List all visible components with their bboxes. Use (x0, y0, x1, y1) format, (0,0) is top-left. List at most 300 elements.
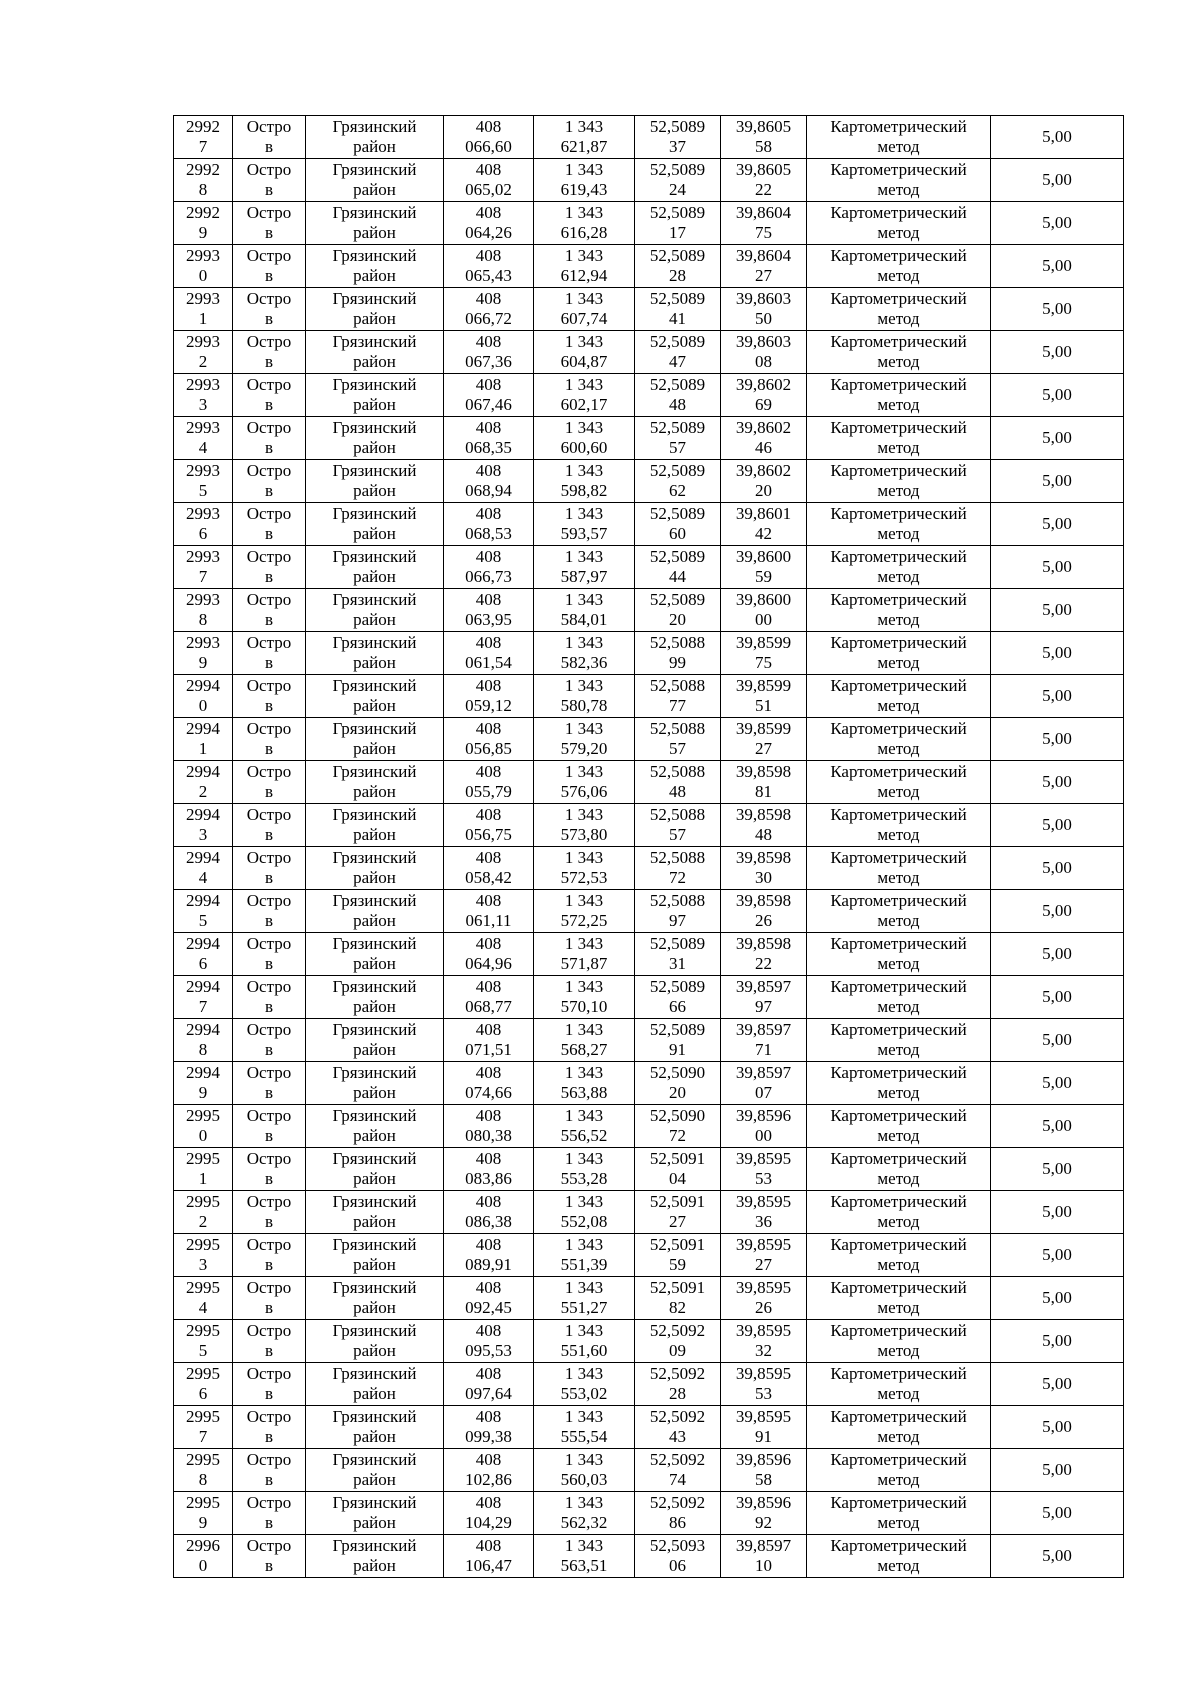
coord-x-line: 065,43 (465, 266, 512, 285)
point-number-line: 2994 (186, 762, 220, 781)
longitude-line: 39,8596 (735, 1493, 792, 1512)
coord-y-line: 604,87 (560, 352, 608, 371)
coord-x-line: 071,51 (465, 1040, 512, 1059)
point-number-line: 2994 (186, 805, 220, 824)
object-type-line: в (264, 1427, 274, 1446)
accuracy-cell: 5,00 (991, 288, 1124, 331)
latitude-line: 52,5089 (649, 1020, 706, 1039)
coord-y-line: 1 343 (564, 418, 604, 437)
coord-x-cell (444, 718, 534, 761)
method-line: метод (877, 180, 920, 199)
latitude-cell (635, 1277, 721, 1320)
method-line: Картометрический (830, 203, 967, 222)
table-row (174, 761, 1124, 804)
method-line: метод (877, 1298, 920, 1317)
accuracy-cell: 5,00 (991, 460, 1124, 503)
object-type-line: Остро (246, 977, 292, 996)
coord-y-line: 1 343 (564, 461, 604, 480)
district-line: район (353, 223, 396, 242)
table-row (174, 718, 1124, 761)
coord-x-line: 089,91 (465, 1255, 512, 1274)
coord-x-cell (444, 374, 534, 417)
point-number-line: 2995 (186, 1235, 220, 1254)
object-type-cell (233, 976, 306, 1019)
latitude-line: 99 (669, 653, 686, 672)
longitude-cell (721, 245, 807, 288)
table-row (174, 331, 1124, 374)
table-row (174, 1320, 1124, 1363)
point-number-cell (174, 245, 233, 288)
district-line: район (353, 352, 396, 371)
point-number-cell (174, 1492, 233, 1535)
coord-x-line: 408 (475, 590, 502, 609)
method-cell (807, 159, 991, 202)
coord-x-cell (444, 460, 534, 503)
point-number-cell (174, 417, 233, 460)
accuracy-cell: 5,00 (991, 1406, 1124, 1449)
district-cell (306, 116, 444, 159)
accuracy-cell: 5,00 (991, 1277, 1124, 1320)
point-number-line: 1 (198, 739, 208, 758)
latitude-cell (635, 1062, 721, 1105)
longitude-cell (721, 460, 807, 503)
table-row (174, 546, 1124, 589)
object-type-line: в (264, 438, 274, 457)
point-number-line: 2995 (186, 1149, 220, 1168)
latitude-line: 52,5092 (649, 1364, 706, 1383)
latitude-cell (635, 847, 721, 890)
object-type-cell (233, 1363, 306, 1406)
latitude-line: 52,5089 (649, 547, 706, 566)
district-line: район (353, 1083, 396, 1102)
coord-x-line: 097,64 (465, 1384, 512, 1403)
table-row (174, 1277, 1124, 1320)
coord-x-cell (444, 890, 534, 933)
object-type-cell (233, 417, 306, 460)
object-type-cell (233, 1406, 306, 1449)
district-cell (306, 374, 444, 417)
coord-x-cell (444, 1363, 534, 1406)
method-line: метод (877, 610, 920, 629)
coord-y-cell (534, 460, 635, 503)
longitude-line: 39,8600 (735, 547, 792, 566)
coord-y-line: 1 343 (564, 1020, 604, 1039)
coord-x-cell (444, 1320, 534, 1363)
longitude-line: 46 (755, 438, 772, 457)
coord-x-line: 068,77 (465, 997, 512, 1016)
object-type-line: в (264, 1513, 274, 1532)
coord-x-cell (444, 1234, 534, 1277)
longitude-line: 58 (755, 1470, 772, 1489)
district-cell (306, 1234, 444, 1277)
method-line: Картометрический (830, 289, 967, 308)
method-line: Картометрический (830, 1020, 967, 1039)
coord-y-cell (534, 761, 635, 804)
method-cell (807, 1492, 991, 1535)
district-line: Грязинский (332, 762, 417, 781)
latitude-line: 52,5088 (649, 719, 706, 738)
coord-y-line: 582,36 (560, 653, 608, 672)
accuracy-cell: 5,00 (991, 933, 1124, 976)
latitude-line: 66 (669, 997, 686, 1016)
object-type-line: Остро (246, 117, 292, 136)
object-type-cell (233, 1191, 306, 1234)
longitude-line: 39,8600 (735, 590, 792, 609)
accuracy-cell: 5,00 (991, 1535, 1124, 1578)
object-type-line: Остро (246, 633, 292, 652)
district-line: район (353, 438, 396, 457)
coord-x-line: 408 (475, 418, 502, 437)
district-cell (306, 1277, 444, 1320)
point-number-line: 0 (198, 696, 208, 715)
coord-y-line: 560,03 (560, 1470, 608, 1489)
method-line: Картометрический (830, 1192, 967, 1211)
district-line: район (353, 782, 396, 801)
latitude-cell (635, 890, 721, 933)
coord-x-line: 061,11 (465, 911, 512, 930)
latitude-line: 59 (669, 1255, 686, 1274)
coord-x-cell (444, 503, 534, 546)
longitude-line: 39,8595 (735, 1192, 792, 1211)
table-row (174, 1062, 1124, 1105)
coord-y-line: 556,52 (560, 1126, 608, 1145)
district-line: район (353, 1341, 396, 1360)
longitude-line: 51 (755, 696, 772, 715)
district-cell (306, 890, 444, 933)
coord-y-cell (534, 503, 635, 546)
district-cell (306, 202, 444, 245)
coord-y-line: 553,28 (560, 1169, 608, 1188)
method-cell (807, 1277, 991, 1320)
coord-x-line: 058,42 (465, 868, 512, 887)
longitude-cell (721, 1234, 807, 1277)
coord-x-cell (444, 1492, 534, 1535)
longitude-line: 30 (755, 868, 772, 887)
point-number-cell (174, 1363, 233, 1406)
district-line: район (353, 1384, 396, 1403)
method-cell (807, 374, 991, 417)
coord-x-cell (444, 1105, 534, 1148)
district-line: Грязинский (332, 1407, 417, 1426)
object-type-line: в (264, 1040, 274, 1059)
district-line: Грязинский (332, 1192, 417, 1211)
method-line: метод (877, 1427, 920, 1446)
object-type-cell (233, 1019, 306, 1062)
point-number-line: 3 (198, 825, 208, 844)
method-line: Картометрический (830, 1493, 967, 1512)
method-cell (807, 288, 991, 331)
method-line: метод (877, 567, 920, 586)
longitude-cell (721, 1105, 807, 1148)
point-number-line: 8 (198, 1470, 208, 1489)
point-number-line: 3 (198, 1255, 208, 1274)
district-line: район (353, 825, 396, 844)
point-number-line: 2993 (186, 547, 220, 566)
point-number-line: 2992 (186, 203, 220, 222)
latitude-line: 52,5089 (649, 117, 706, 136)
coord-y-cell (534, 1105, 635, 1148)
method-cell (807, 1062, 991, 1105)
latitude-line: 27 (669, 1212, 686, 1231)
district-line: Грязинский (332, 246, 417, 265)
point-number-line: 9 (198, 1083, 208, 1102)
latitude-cell (635, 1105, 721, 1148)
method-cell (807, 589, 991, 632)
accuracy-cell: 5,00 (991, 675, 1124, 718)
table-row (174, 847, 1124, 890)
latitude-line: 52,5089 (649, 977, 706, 996)
latitude-cell (635, 1234, 721, 1277)
coord-y-line: 1 343 (564, 805, 604, 824)
longitude-line: 10 (755, 1556, 772, 1575)
latitude-cell (635, 374, 721, 417)
coord-x-line: 408 (475, 1020, 502, 1039)
latitude-cell (635, 1019, 721, 1062)
accuracy-cell: 5,00 (991, 1062, 1124, 1105)
latitude-line: 47 (669, 352, 686, 371)
coord-x-line: 092,45 (465, 1298, 512, 1317)
point-number-line: 2992 (186, 160, 220, 179)
table-row (174, 1363, 1124, 1406)
point-number-line: 2993 (186, 246, 220, 265)
accuracy-cell: 5,00 (991, 159, 1124, 202)
longitude-line: 20 (755, 481, 772, 500)
district-cell (306, 1492, 444, 1535)
coord-x-line: 068,35 (465, 438, 512, 457)
object-type-line: в (264, 1083, 274, 1102)
method-line: метод (877, 438, 920, 457)
district-line: Грязинский (332, 418, 417, 437)
point-number-line: 9 (198, 1513, 208, 1532)
coord-x-line: 408 (475, 203, 502, 222)
coord-y-cell (534, 589, 635, 632)
object-type-line: в (264, 739, 274, 758)
latitude-cell (635, 1535, 721, 1578)
longitude-line: 39,8604 (735, 203, 792, 222)
point-number-line: 5 (198, 911, 208, 930)
coord-y-line: 1 343 (564, 547, 604, 566)
point-number-line: 8 (198, 1040, 208, 1059)
coord-x-line: 086,38 (465, 1212, 512, 1231)
point-number-line: 7 (198, 1427, 208, 1446)
longitude-cell (721, 1363, 807, 1406)
method-line: Картометрический (830, 461, 967, 480)
object-type-line: в (264, 1126, 274, 1145)
method-line: Картометрический (830, 246, 967, 265)
object-type-line: в (264, 997, 274, 1016)
table-row (174, 804, 1124, 847)
coord-y-line: 1 343 (564, 891, 604, 910)
latitude-line: 57 (669, 438, 686, 457)
district-cell (306, 331, 444, 374)
accuracy-cell: 5,00 (991, 331, 1124, 374)
accuracy-cell: 5,00 (991, 976, 1124, 1019)
coord-x-cell (444, 1277, 534, 1320)
district-line: район (353, 1169, 396, 1188)
district-cell (306, 1148, 444, 1191)
district-line: район (353, 524, 396, 543)
longitude-line: 39,8598 (735, 934, 792, 953)
longitude-line: 39,8602 (735, 418, 792, 437)
longitude-cell (721, 116, 807, 159)
method-line: метод (877, 352, 920, 371)
object-type-line: Остро (246, 1063, 292, 1082)
latitude-line: 82 (669, 1298, 686, 1317)
latitude-line: 52,5092 (649, 1450, 706, 1469)
coord-y-line: 1 343 (564, 1106, 604, 1125)
object-type-line: Остро (246, 203, 292, 222)
coord-x-line: 064,26 (465, 223, 512, 242)
coord-x-cell (444, 632, 534, 675)
object-type-line: Остро (246, 1493, 292, 1512)
coord-x-line: 074,66 (465, 1083, 512, 1102)
point-number-line: 2993 (186, 418, 220, 437)
object-type-line: Остро (246, 891, 292, 910)
coord-y-line: 598,82 (560, 481, 608, 500)
point-number-line: 8 (198, 610, 208, 629)
method-line: метод (877, 1169, 920, 1188)
latitude-line: 48 (669, 395, 686, 414)
latitude-line: 52,5089 (649, 160, 706, 179)
object-type-cell (233, 847, 306, 890)
coord-x-line: 408 (475, 1106, 502, 1125)
method-line: метод (877, 1384, 920, 1403)
coord-x-line: 408 (475, 1321, 502, 1340)
latitude-cell (635, 632, 721, 675)
method-cell (807, 245, 991, 288)
coord-y-line: 1 343 (564, 1493, 604, 1512)
latitude-cell (635, 245, 721, 288)
longitude-cell (721, 546, 807, 589)
point-number-line: 2993 (186, 590, 220, 609)
latitude-line: 37 (669, 137, 686, 156)
method-line: Картометрический (830, 762, 967, 781)
point-number-line: 2994 (186, 1020, 220, 1039)
latitude-line: 09 (669, 1341, 686, 1360)
coord-y-line: 584,01 (560, 610, 608, 629)
point-number-line: 6 (198, 524, 208, 543)
latitude-cell (635, 933, 721, 976)
coord-x-line: 065,02 (465, 180, 512, 199)
point-number-line: 2994 (186, 891, 220, 910)
district-line: Грязинский (332, 160, 417, 179)
method-line: метод (877, 266, 920, 285)
object-type-line: Остро (246, 1149, 292, 1168)
district-line: Грязинский (332, 289, 417, 308)
district-line: район (353, 1255, 396, 1274)
accuracy-cell: 5,00 (991, 1191, 1124, 1234)
method-line: метод (877, 309, 920, 328)
method-line: метод (877, 1083, 920, 1102)
coord-y-line: 1 343 (564, 676, 604, 695)
latitude-line: 52,5092 (649, 1321, 706, 1340)
coord-x-line: 066,73 (465, 567, 512, 586)
coord-y-cell (534, 1320, 635, 1363)
object-type-line: Остро (246, 719, 292, 738)
object-type-line: Остро (246, 934, 292, 953)
method-cell (807, 847, 991, 890)
latitude-line: 72 (669, 1126, 686, 1145)
coord-y-line: 579,20 (560, 739, 608, 758)
object-type-line: Остро (246, 1278, 292, 1297)
object-type-line: Остро (246, 1407, 292, 1426)
object-type-line: Остро (246, 1450, 292, 1469)
coord-x-line: 080,38 (465, 1126, 512, 1145)
point-number-line: 2993 (186, 461, 220, 480)
coord-x-cell (444, 417, 534, 460)
object-type-cell (233, 1062, 306, 1105)
latitude-line: 52,5088 (649, 633, 706, 652)
point-number-cell (174, 890, 233, 933)
accuracy-cell: 5,00 (991, 1320, 1124, 1363)
coord-x-cell (444, 933, 534, 976)
coord-x-line: 066,60 (465, 137, 512, 156)
coord-x-line: 408 (475, 891, 502, 910)
accuracy-cell: 5,00 (991, 1492, 1124, 1535)
coord-x-cell (444, 202, 534, 245)
district-line: Грязинский (332, 332, 417, 351)
point-number-line: 7 (198, 997, 208, 1016)
point-number-line: 5 (198, 481, 208, 500)
district-line: Грязинский (332, 590, 417, 609)
object-type-cell (233, 202, 306, 245)
district-line: Грязинский (332, 977, 417, 996)
coord-x-line: 408 (475, 1192, 502, 1211)
district-cell (306, 245, 444, 288)
object-type-line: в (264, 481, 274, 500)
coord-x-line: 408 (475, 1149, 502, 1168)
coord-y-line: 1 343 (564, 1192, 604, 1211)
coord-y-line: 1 343 (564, 934, 604, 953)
coord-x-line: 063,95 (465, 610, 512, 629)
table-row (174, 202, 1124, 245)
latitude-line: 41 (669, 309, 686, 328)
table-body (174, 116, 1124, 1578)
method-cell (807, 417, 991, 460)
object-type-line: Остро (246, 1235, 292, 1254)
latitude-line: 52,5092 (649, 1493, 706, 1512)
accuracy-cell: 5,00 (991, 1363, 1124, 1406)
longitude-line: 39,8597 (735, 977, 792, 996)
coord-y-cell (534, 245, 635, 288)
point-number-line: 2995 (186, 1407, 220, 1426)
longitude-line: 39,8595 (735, 1149, 792, 1168)
district-line: Грязинский (332, 1321, 417, 1340)
method-line: метод (877, 1341, 920, 1360)
object-type-line: Остро (246, 375, 292, 394)
latitude-line: 52,5089 (649, 504, 706, 523)
coord-x-line: 106,47 (465, 1556, 512, 1575)
accuracy-cell: 5,00 (991, 503, 1124, 546)
coord-y-line: 1 343 (564, 719, 604, 738)
coord-x-line: 408 (475, 160, 502, 179)
coord-y-cell (534, 159, 635, 202)
coord-y-line: 1 343 (564, 1450, 604, 1469)
coord-x-cell (444, 847, 534, 890)
district-cell (306, 804, 444, 847)
district-line: Грязинский (332, 1106, 417, 1125)
district-line: Грязинский (332, 848, 417, 867)
method-cell (807, 1406, 991, 1449)
point-number-cell (174, 546, 233, 589)
longitude-line: 92 (755, 1513, 772, 1532)
longitude-cell (721, 976, 807, 1019)
latitude-cell (635, 1320, 721, 1363)
object-type-line: Остро (246, 289, 292, 308)
coord-y-line: 551,60 (560, 1341, 608, 1360)
district-cell (306, 546, 444, 589)
object-type-cell (233, 1234, 306, 1277)
